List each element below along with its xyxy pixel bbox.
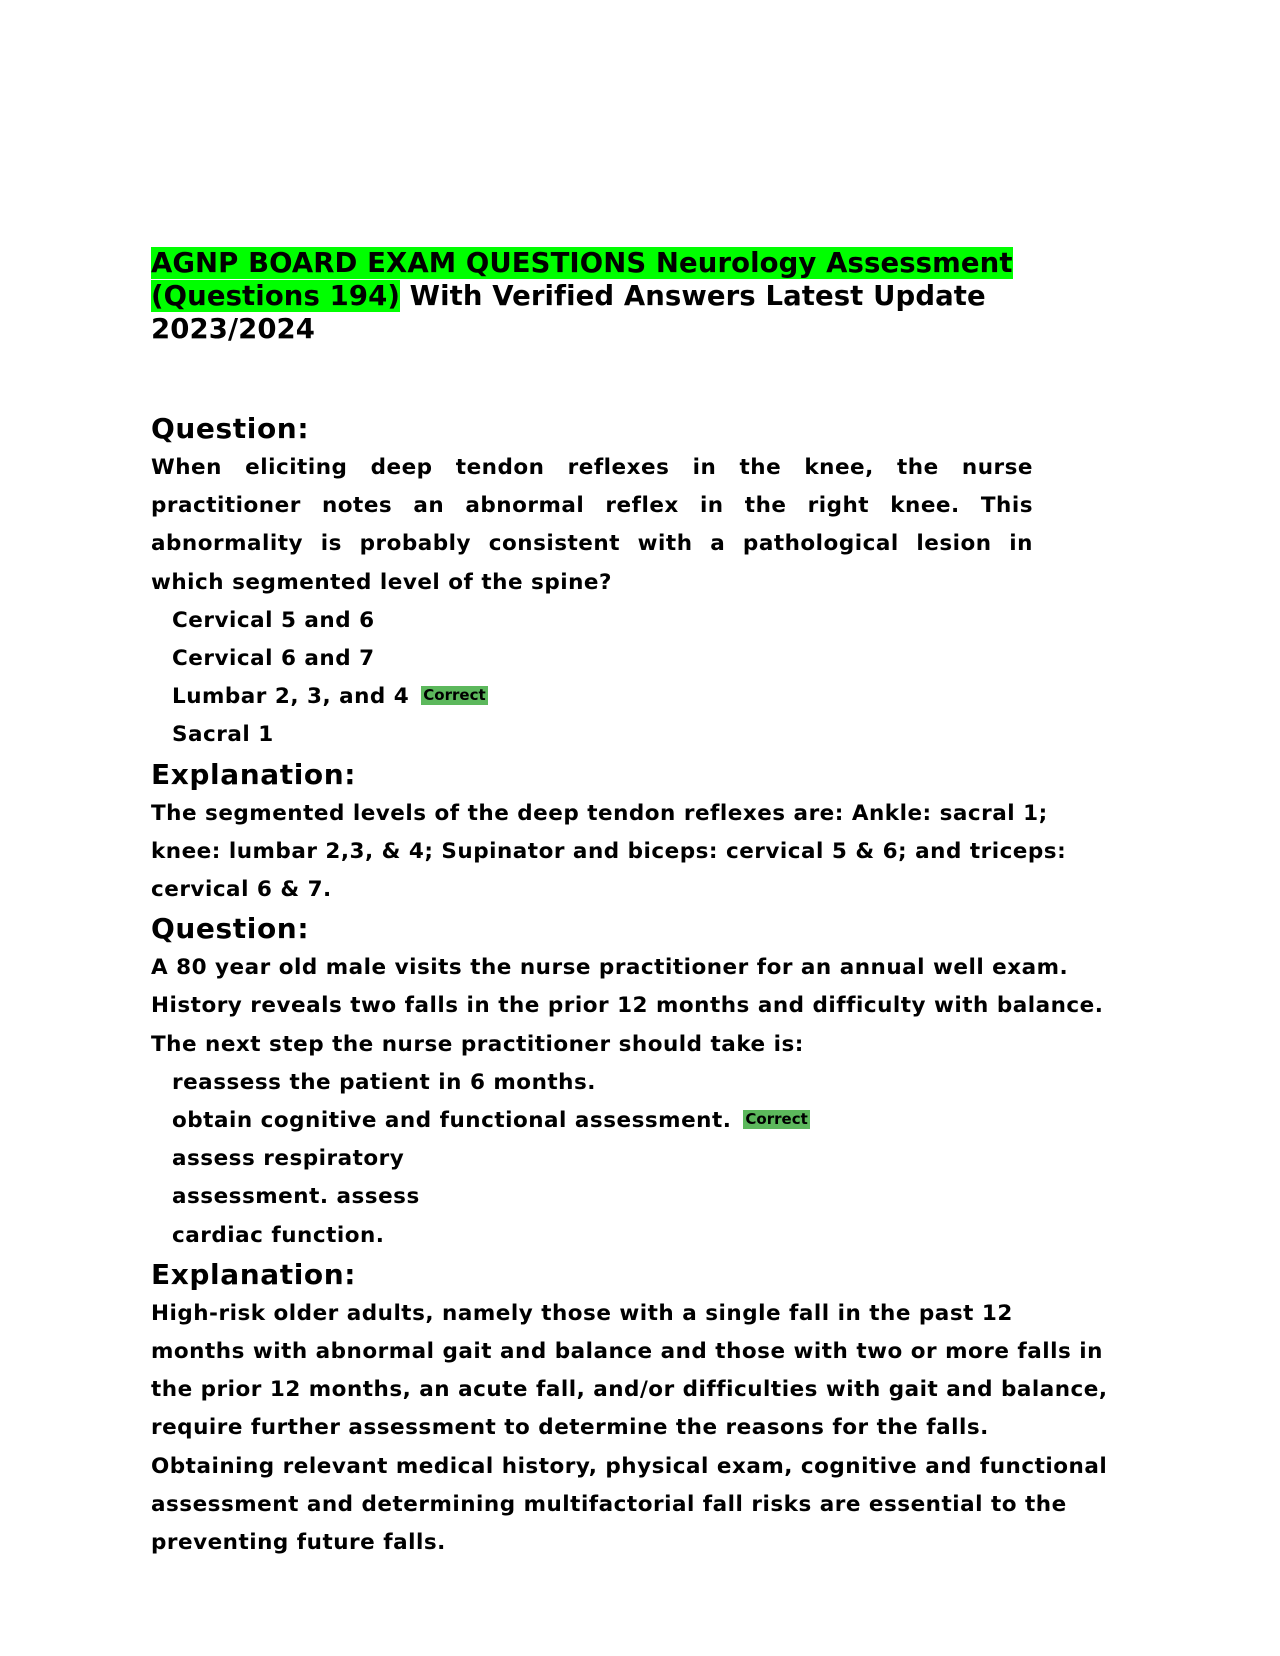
answer-option <box>172 602 1111 640</box>
document-page <box>151 247 1111 1562</box>
correct-badge: Correct <box>423 686 486 705</box>
document-title <box>151 247 1111 346</box>
title-rest: With Verified Answers Latest Update 2023/2024 <box>151 280 986 345</box>
explanation-heading: Explanation: <box>151 757 357 791</box>
option-label: assessment. assess <box>172 1184 420 1210</box>
answer-option <box>172 716 1111 754</box>
answer-options <box>151 1064 1111 1255</box>
option-label: obtain cognitive and functional assessment. <box>172 1108 732 1134</box>
question-heading: Question: <box>151 912 310 946</box>
option-label: assess respiratory <box>172 1146 405 1172</box>
option-label: reassess the patient in 6 months. <box>172 1069 596 1095</box>
answer-option <box>172 1064 1111 1102</box>
explanation-text: High-risk older adults, namely those with a single fall in the past 12 months with abnormal gait and balance and those with two or more falls in the prior 12 months, an acute fall, and/or difficulties with gait and balance, require further assessment to determine the reasons for the falls. Obtaining relevant medical history, physical exam, cognitive and functional assessment and determining multifactorial fall risks are essential to the preventing future falls. <box>151 1300 1108 1556</box>
question-text: When eliciting deep tendon reflexes in the knee, the nurse practitioner notes an abnormal reflex in the right knee. This abnormality is probably consistent with a pathological lesion in which segmented level of the spine? <box>151 455 1033 595</box>
question-heading: Question: <box>151 412 310 445</box>
option-label: Cervical 5 and 6 <box>172 607 375 633</box>
option-label: cardiac function. <box>172 1222 385 1248</box>
answer-option <box>172 640 1111 678</box>
answer-option <box>172 1140 1111 1178</box>
explanation-text: The segmented levels of the deep tendon reflexes are: Ankle: sacral 1; knee: lumbar 2,3, & 4; Supinator and biceps: cervical 5 & 6; and triceps: cervical 6 & 7. <box>151 800 1067 903</box>
correct-badge: Correct <box>745 1110 808 1129</box>
question-text: A 80 year old male visits the nurse practitioner for an annual well exam. History reveals two falls in the prior 12 months and difficulty with balance. The next step the nurse practitioner should take is: <box>151 955 1104 1057</box>
question-block-2 <box>151 909 1111 1562</box>
question-block-1 <box>151 409 1111 909</box>
option-label: Lumbar 2, 3, and 4 <box>172 684 410 710</box>
answer-option-correct <box>172 1102 1111 1140</box>
answer-option-correct <box>172 678 1111 716</box>
answer-option <box>172 1217 1111 1255</box>
option-label: Sacral 1 <box>172 722 274 748</box>
explanation-heading: Explanation: <box>151 1257 357 1291</box>
title-highlighted: AGNP BOARD EXAM QUESTIONS Neurology Assessment (Questions 194) <box>151 247 1013 312</box>
answer-options <box>151 602 1111 755</box>
answer-option <box>172 1178 1111 1216</box>
option-label: Cervical 6 and 7 <box>172 646 375 672</box>
